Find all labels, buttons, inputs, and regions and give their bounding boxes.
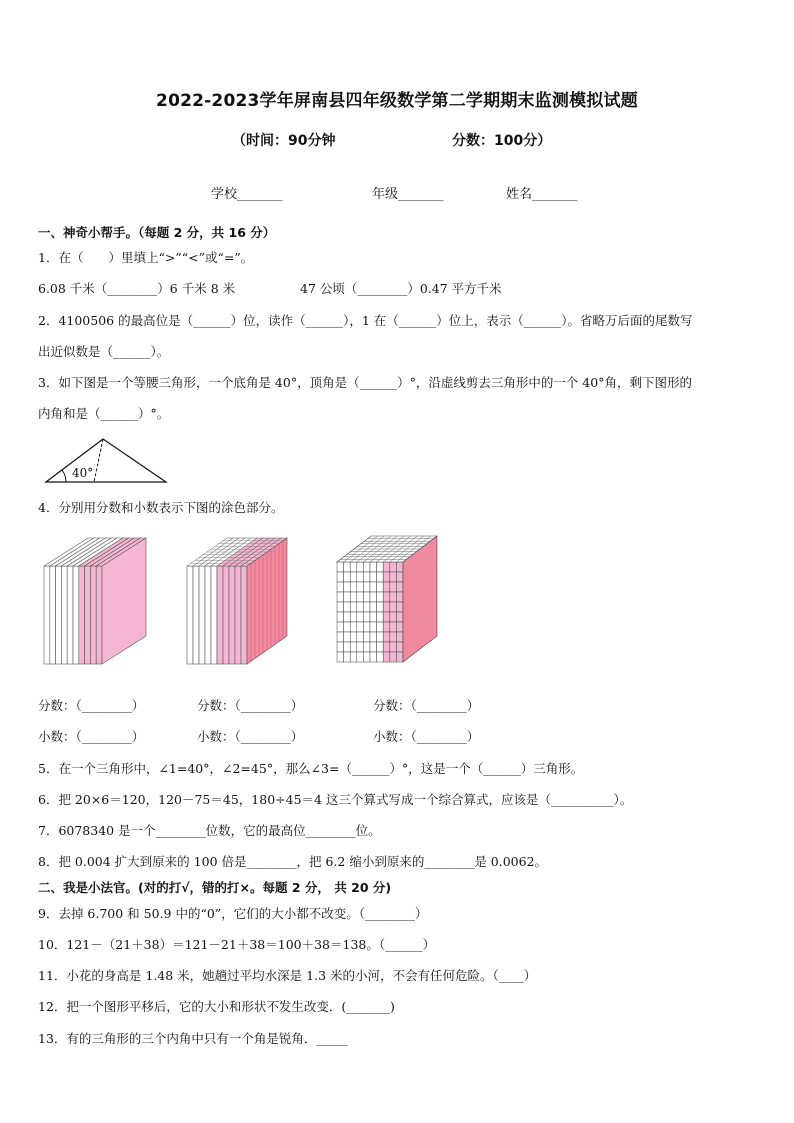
question-2-line-1: 2．4100506 的最高位是（______）位，读作（______），1 在（______）位上，表示（______）。省略万后面的尾数写 xyxy=(38,313,693,328)
exam-time: （时间：90分钟 xyxy=(232,133,336,149)
cube-figure-1 xyxy=(40,536,150,668)
isosceles-triangle-figure xyxy=(44,437,170,485)
question-7: 7．6078340 是一个________位数，它的最高位________位。 xyxy=(38,823,381,838)
name-field: 姓名_______ xyxy=(506,187,578,202)
question-3-line-2: 内角和是（______）°。 xyxy=(38,406,170,421)
question-1a: 6.08 千米（________）6 千米 8 米 xyxy=(38,281,236,296)
decimal-answer-2: 小数：（________） xyxy=(197,729,304,744)
question-5: 5．在一个三角形中，∠1=40°，∠2=45°，那么∠3=（______）°，这是一个（______）三角形。 xyxy=(38,761,584,776)
question-1b: 47 公顷（________）0.47 平方千米 xyxy=(300,281,502,296)
page-title: 2022-2023学年屏南县四年级数学第二学期期末监测模拟试题 xyxy=(156,91,638,111)
fraction-answer-3: 分数：（________） xyxy=(373,698,480,713)
section-1-heading: 一、神奇小帮手。（每题 2 分，共 16 分） xyxy=(38,225,276,240)
question-4: 4．分别用分数和小数表示下图的涂色部分。 xyxy=(38,500,284,515)
question-1: 1．在（ ）里填上“>”“<”或“=”。 xyxy=(38,250,254,265)
fraction-answer-2: 分数：（________） xyxy=(197,698,304,713)
section-2-heading: 二、我是小法官。(对的打√，错的打×。每题 2 分， 共 20 分) xyxy=(38,880,392,895)
question-11: 11．小花的身高是 1.48 米，她趟过平均水深是 1.3 米的小河，不会有任何危险。（____） xyxy=(38,968,537,983)
cube-figure-3 xyxy=(333,532,441,668)
angle-label: 40° xyxy=(72,466,94,480)
question-3-line-1: 3．如下图是一个等腰三角形，一个底角是 40°，顶角是（______）°，沿虚线剪去三角形中的一个 40°角，剩下图形的 xyxy=(38,375,692,390)
question-2-line-2: 出近似数是（______）。 xyxy=(38,344,170,359)
decimal-answer-3: 小数：（________） xyxy=(373,729,480,744)
school-field: 学校_______ xyxy=(211,187,283,202)
question-13: 13．有的三角形的三个内角中只有一个角是锐角．_____ xyxy=(38,1031,348,1046)
question-6: 6．把 20×6＝120，120－75＝45，180÷45＝4 这三个算式写成一个综合算式，应该是（__________）。 xyxy=(38,792,633,807)
decimal-answer-1: 小数：（________） xyxy=(38,729,145,744)
grade-field: 年级_______ xyxy=(372,187,444,202)
exam-score: 分数：100分） xyxy=(452,133,552,149)
question-9: 9．去掉 6.700 和 50.9 中的“0”，它们的大小都不改变。（________） xyxy=(38,906,428,921)
fraction-answer-1: 分数：（________） xyxy=(38,698,145,713)
question-10: 10．121－（21＋38）＝121－21＋38＝100＋38＝138。（______） xyxy=(38,937,436,952)
question-12: 12．把一个图形平移后，它的大小和形状不发生改变．(_______) xyxy=(38,999,395,1014)
cube-figure-2 xyxy=(183,536,293,668)
question-8: 8．把 0.004 扩大到原来的 100 倍是________，把 6.2 缩小到原来的________是 0.0062。 xyxy=(38,854,548,869)
